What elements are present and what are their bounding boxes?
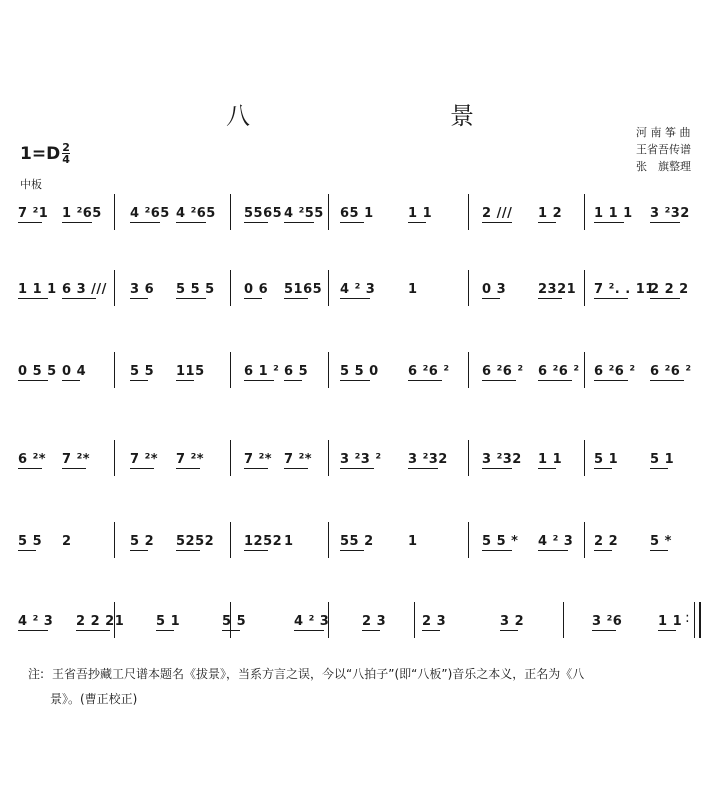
beam-line — [244, 298, 262, 299]
beam-line — [650, 222, 680, 223]
note-group: 0 3 — [482, 281, 507, 297]
barline — [114, 602, 115, 638]
barline — [328, 440, 329, 476]
note-group: 3 ²32 — [408, 451, 448, 467]
note-group: 2 2 21 — [76, 613, 125, 629]
beam-line — [244, 380, 274, 381]
beam-line — [650, 550, 668, 551]
note-group: 5 5 0 — [340, 363, 379, 379]
note-group: 0 5 5 — [18, 363, 57, 379]
beam-line — [650, 468, 668, 469]
beam-line — [650, 298, 680, 299]
note-group: 1 — [408, 281, 418, 297]
barline — [114, 522, 115, 558]
beam-line — [62, 222, 92, 223]
note-group: 3 ²32 — [482, 451, 522, 467]
beam-line — [482, 468, 512, 469]
barline — [114, 270, 115, 306]
beam-line — [284, 222, 314, 223]
beam-line — [18, 298, 48, 299]
beam-line — [538, 298, 562, 299]
barline — [230, 194, 231, 230]
beam-line — [130, 550, 148, 551]
note-group: 6 ²6 ² — [538, 363, 580, 379]
note-group: 7 ²* — [284, 451, 313, 467]
note-group: 5 5 — [130, 363, 155, 379]
beam-line — [594, 298, 628, 299]
beam-line — [130, 380, 148, 381]
barline — [414, 602, 415, 638]
note-group: 115 — [176, 363, 205, 379]
beam-line — [62, 298, 96, 299]
beam-line — [244, 222, 268, 223]
beam-line — [244, 550, 268, 551]
note-group: 1 1 1 — [594, 205, 633, 221]
note-group: 0 4 — [62, 363, 87, 379]
note-group: 7 ². . 11 — [594, 281, 655, 297]
note-group: 1 ²65 — [62, 205, 102, 221]
score-row — [18, 438, 702, 480]
barline — [584, 352, 585, 388]
note-group: 3 6 — [130, 281, 155, 297]
beam-line — [500, 630, 518, 631]
beam-line — [294, 630, 324, 631]
beam-line — [482, 550, 512, 551]
barline — [584, 522, 585, 558]
note-group: 5 5 * — [482, 533, 519, 549]
note-group: 2 2 2 — [650, 281, 689, 297]
note-group: 4 ²65 — [176, 205, 216, 221]
note-group: 4 ²55 — [284, 205, 324, 221]
note-group: 3 ²32 — [650, 205, 690, 221]
note-group: 1 1 1 — [18, 281, 57, 297]
footnote-line-2: 景》。(曹正校正) — [50, 692, 138, 706]
barline — [468, 440, 469, 476]
beam-line — [76, 630, 110, 631]
barline — [328, 194, 329, 230]
note-group: 6 ²6 ² — [650, 363, 692, 379]
time-bottom: 4 — [62, 153, 70, 166]
note-group: 1 — [408, 533, 418, 549]
note-group: 3 ²3 ² — [340, 451, 382, 467]
note-group: 6 ²6 ² — [408, 363, 450, 379]
beam-line — [62, 468, 86, 469]
note-group: 6 ²6 ² — [594, 363, 636, 379]
beam-line — [18, 468, 42, 469]
note-group: 5 * — [650, 533, 672, 549]
key-label: 1=D — [20, 143, 61, 164]
note-group: 2321 — [538, 281, 577, 297]
beam-line — [538, 550, 568, 551]
beam-line — [176, 222, 206, 223]
credit-origin: 河 南 筝 曲 — [636, 126, 691, 139]
beam-line — [538, 468, 556, 469]
note-group: 2 3 — [422, 613, 447, 629]
beam-line — [482, 298, 500, 299]
barline — [114, 440, 115, 476]
beam-line — [130, 222, 160, 223]
time-signature — [62, 142, 70, 165]
note-group: 6 ²* — [18, 451, 47, 467]
note-group: 7 ²* — [62, 451, 91, 467]
note-group: 1 2 — [538, 205, 563, 221]
note-group: 7 ²* — [130, 451, 159, 467]
barline — [230, 270, 231, 306]
beam-line — [62, 380, 80, 381]
piece-title: 八 景 — [226, 102, 562, 130]
beam-line — [284, 380, 302, 381]
note-group: 6 5 — [284, 363, 309, 379]
tempo-marking: 中板 — [20, 178, 42, 191]
note-group: 4 ² 3 — [340, 281, 376, 297]
beam-line — [594, 550, 612, 551]
beam-line — [594, 380, 628, 381]
beam-line — [592, 630, 616, 631]
note-group: 5 1 — [594, 451, 619, 467]
beam-line — [422, 630, 440, 631]
beam-line — [176, 298, 206, 299]
barline — [468, 270, 469, 306]
note-group: 1 1 — [538, 451, 563, 467]
note-group: 7 ²1 — [18, 205, 49, 221]
note-group: 1252 — [244, 533, 283, 549]
note-group: 5 5 5 — [176, 281, 215, 297]
beam-line — [222, 630, 240, 631]
beam-line — [130, 298, 148, 299]
barline — [584, 270, 585, 306]
note-group: 2 — [62, 533, 72, 549]
beam-line — [362, 630, 380, 631]
note-group: 0 6 — [244, 281, 269, 297]
barline — [328, 602, 329, 638]
beam-line — [284, 468, 308, 469]
barline — [230, 440, 231, 476]
beam-line — [18, 222, 42, 223]
beam-line — [244, 468, 268, 469]
note-group: 5 2 — [130, 533, 155, 549]
barline — [230, 352, 231, 388]
beam-line — [482, 380, 516, 381]
note-group: 5 5 — [222, 613, 247, 629]
note-group: 7 ²* — [244, 451, 273, 467]
note-group: 2 /// — [482, 205, 513, 221]
credit-transmitter: 王省吾传谱 — [636, 143, 691, 156]
beam-line — [650, 380, 684, 381]
note-group: 2 3 — [362, 613, 387, 629]
note-group: 55 2 — [340, 533, 374, 549]
footnote-line-1: 王省吾抄藏工尺谱本题名《拔景》，当系方言之误，今以“八拍子”(即“八板”)音乐之本义，正名为《八 — [52, 667, 585, 681]
beam-line — [340, 298, 370, 299]
beam-line — [594, 222, 624, 223]
note-group: 4 ² 3 — [18, 613, 54, 629]
footnote-label: 注: — [28, 667, 45, 681]
beam-line — [156, 630, 174, 631]
note-group: 3 ²6 — [592, 613, 623, 629]
beam-line — [176, 550, 200, 551]
beam-line — [176, 468, 200, 469]
time-top: 2 — [62, 141, 70, 154]
score-row — [18, 350, 702, 392]
beam-line — [18, 380, 48, 381]
barline — [230, 522, 231, 558]
barline — [230, 602, 231, 638]
beam-line — [538, 380, 572, 381]
beam-line — [408, 468, 438, 469]
note-group: 5252 — [176, 533, 215, 549]
note-group: 4 ² 3 — [538, 533, 574, 549]
beam-line — [594, 468, 612, 469]
note-group: 2 2 — [594, 533, 619, 549]
barline — [584, 440, 585, 476]
beam-line — [408, 222, 426, 223]
beam-line — [284, 298, 308, 299]
beam-line — [538, 222, 556, 223]
note-group: 5565 — [244, 205, 283, 221]
beam-line — [340, 550, 364, 551]
note-group: 65 1 — [340, 205, 374, 221]
beam-line — [482, 222, 512, 223]
beam-line — [130, 468, 154, 469]
note-group: 1 1 — [658, 613, 683, 629]
note-group: 6 ²6 ² — [482, 363, 524, 379]
note-group: 5 1 — [156, 613, 181, 629]
credit-arranger: 张 旗整理 — [636, 160, 691, 173]
repeat-end-barline — [694, 602, 695, 638]
note-group: 5 1 — [650, 451, 675, 467]
barline — [114, 194, 115, 230]
barline — [468, 352, 469, 388]
beam-line — [340, 222, 364, 223]
barline — [563, 602, 564, 638]
note-group: 5165 — [284, 281, 323, 297]
barline — [468, 522, 469, 558]
beam-line — [18, 630, 48, 631]
barline — [468, 194, 469, 230]
barline — [328, 352, 329, 388]
score-row — [18, 192, 702, 234]
note-group: 1 — [284, 533, 294, 549]
beam-line — [340, 380, 370, 381]
barline — [114, 352, 115, 388]
barline — [328, 270, 329, 306]
note-group: 5 5 — [18, 533, 43, 549]
barline — [328, 522, 329, 558]
beam-line — [408, 380, 442, 381]
note-group: 3 2 — [500, 613, 525, 629]
credits — [636, 124, 691, 175]
note-group: 7 ²* — [176, 451, 205, 467]
beam-line — [340, 468, 374, 469]
barline — [584, 194, 585, 230]
key-signature — [20, 142, 70, 165]
note-group: 6 1 ² — [244, 363, 280, 379]
beam-line — [18, 550, 36, 551]
note-group: 4 ²65 — [130, 205, 170, 221]
footnote — [28, 662, 708, 712]
beam-line — [176, 380, 194, 381]
note-group: 4 ² 3 — [294, 613, 330, 629]
beam-line — [658, 630, 676, 631]
score-row — [18, 600, 702, 642]
note-group: 1 1 — [408, 205, 433, 221]
note-group: 6 3 /// — [62, 281, 107, 297]
score-row — [18, 520, 702, 562]
score-row — [18, 268, 702, 310]
